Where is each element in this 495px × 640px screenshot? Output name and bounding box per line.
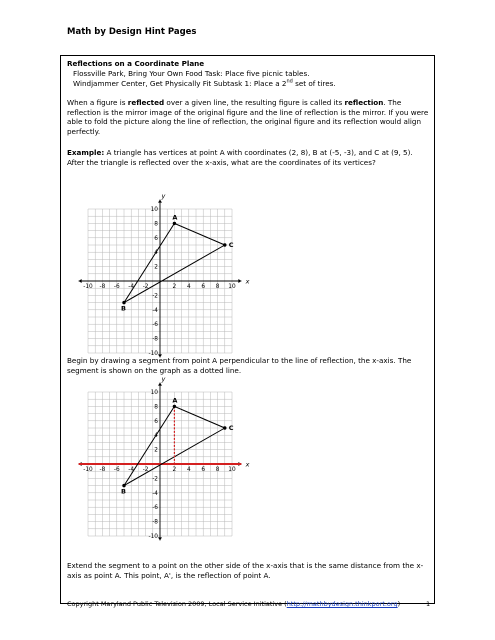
- content-box: [60, 55, 435, 604]
- x-tick-label: 2: [172, 284, 177, 290]
- y-tick-label: -10: [148, 534, 158, 540]
- y-tick-label: 2: [154, 264, 158, 271]
- y-tick-label: -8: [152, 336, 158, 343]
- y-axis-label: y: [161, 375, 166, 384]
- vertex-point-a: [173, 405, 176, 408]
- x-tick-label: 8: [215, 284, 220, 290]
- x-tick-label: -10: [83, 467, 93, 473]
- task-2: Windjammer Center, Get Physically Fit Subtask 1: Place a 2nd set of tires.: [73, 78, 336, 88]
- x-tick-label: 6: [201, 467, 206, 473]
- y-axis-arrow-down: [158, 537, 162, 540]
- x-axis-arrow: [238, 279, 241, 283]
- definition-paragraph: When a figure is reflected over a given line, the resulting figure is called its reflection. The reflection is the mirror image of the original figure and the line of reflection is the mirror. If you were able to fold the picture along the line of reflection, the original figure and its reflection would align perfectly.: [67, 98, 429, 136]
- x-tick-label: 8: [215, 467, 220, 473]
- x-tick-label: -2: [142, 467, 149, 473]
- vertex-label-a: A: [172, 213, 178, 222]
- x-tick-label: -6: [113, 284, 120, 290]
- y-tick-label: -8: [152, 519, 158, 526]
- x-tick-label: -4: [128, 284, 135, 290]
- y-tick-label: -2: [152, 293, 158, 300]
- y-tick-label: -4: [152, 307, 158, 314]
- x-tick-label: -10: [83, 284, 93, 290]
- vertex-label-c: C: [228, 424, 234, 432]
- y-tick-label: 6: [154, 235, 158, 242]
- x-axis-label: x: [245, 277, 250, 286]
- page-number: 1: [426, 600, 431, 608]
- page-header: Math by Design Hint Pages: [67, 27, 197, 37]
- y-tick-label: 10: [150, 390, 158, 396]
- x-axis-label: x: [245, 460, 250, 469]
- y-tick-label: 2: [154, 447, 158, 454]
- y-tick-label: -6: [152, 322, 158, 329]
- x-tick-label: 4: [186, 467, 191, 473]
- x-tick-label: 4: [186, 284, 191, 290]
- y-axis-label: y: [161, 192, 166, 201]
- y-tick-label: -4: [152, 490, 158, 497]
- step-2-paragraph: Extend the segment to a point on the other side of the x-axis that is the same distance from the x-axis as point A. This point, A', is the reflection of point A.: [67, 561, 424, 580]
- x-tick-label: -8: [99, 284, 106, 290]
- vertex-point-c: [223, 243, 226, 246]
- y-tick-label: 6: [154, 418, 158, 425]
- y-tick-label: 10: [150, 207, 158, 213]
- footer-link[interactable]: http://mathbydesign.thinkport.org: [286, 600, 398, 608]
- x-tick-label: -8: [99, 467, 106, 473]
- x-tick-label: 10: [228, 467, 236, 473]
- y-tick-label: -10: [148, 351, 158, 357]
- y-tick-label: 4: [154, 250, 158, 257]
- y-tick-label: 8: [154, 221, 158, 228]
- section-title: Reflections on a Coordinate Plane: [67, 59, 205, 68]
- x-tick-label: 2: [172, 467, 177, 473]
- vertex-point-a: [173, 222, 176, 225]
- step-1-paragraph: Begin by drawing a segment from point A perpendicular to the line of reflection, the x-axis. The segment is shown on the graph as a dotted line.: [67, 356, 412, 375]
- vertex-label-b: B: [121, 487, 126, 496]
- x-tick-label: 6: [201, 284, 206, 290]
- footer-copyright: Copyright Maryland Public Television 2009, Local Service Initiative (http://mathbydesign.thinkport.org): [67, 600, 401, 608]
- x-tick-label: 10: [228, 284, 236, 290]
- x-tick-label: -2: [142, 284, 149, 290]
- y-tick-label: -2: [152, 476, 158, 483]
- vertex-label-c: C: [228, 241, 234, 249]
- task-1: Flossville Park, Bring Your Own Food Task: Place five picnic tables.: [73, 69, 310, 78]
- x-axis-arrow-left: [79, 279, 82, 283]
- vertex-point-c: [223, 426, 226, 429]
- coordinate-graph-2: [83, 375, 255, 547]
- vertex-label-a: A: [172, 396, 178, 405]
- x-tick-label: -4: [128, 467, 135, 473]
- vertex-label-b: B: [121, 304, 126, 313]
- coordinate-graph-1: [83, 192, 255, 361]
- y-tick-label: -6: [152, 505, 158, 512]
- y-tick-label: 4: [154, 433, 158, 440]
- example-paragraph: Example: A triangle has vertices at point A with coordinates (2, 8), B at (-5, -3), and C at (9, 5). After the triangle is reflected over the x-axis, what are the coordinates of its vertices?: [67, 148, 413, 167]
- x-tick-label: -6: [113, 467, 120, 473]
- y-tick-label: 8: [154, 404, 158, 411]
